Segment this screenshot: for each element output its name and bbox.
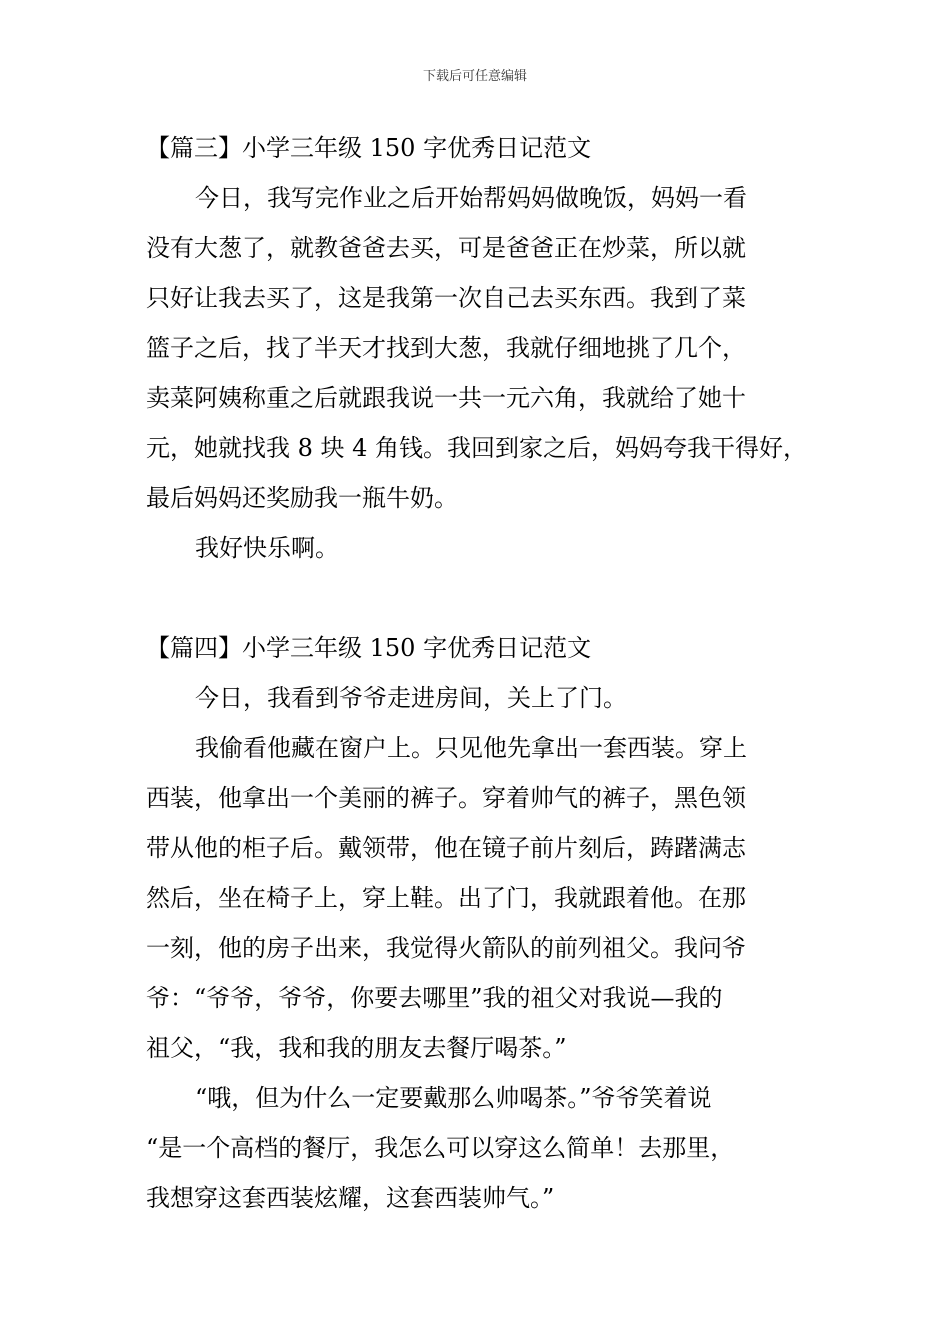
paragraph-line: 我想穿这套西装炫耀，这套西装帅气。” [146, 1184, 555, 1212]
paragraph-line: 西装，他拿出一个美丽的裤子。穿着帅气的裤子，黑色领 [146, 784, 746, 812]
paragraph-line: “是一个高档的餐厅，我怎么可以穿这么简单！去那里， [146, 1134, 735, 1162]
paragraph-line: 最后妈妈还奖励我一瓶牛奶。 [146, 484, 458, 512]
paragraph-line: 元，她就找我 8 块 4 角钱。我回到家之后，妈妈夸我干得好， [146, 434, 808, 462]
section-title-4: 【篇四】小学三年级 150 字优秀日记范文 [146, 634, 592, 662]
section-title-3: 【篇三】小学三年级 150 字优秀日记范文 [146, 134, 592, 162]
paragraph-line: 今日，我看到爷爷走进房间，关上了门。 [195, 684, 627, 712]
paragraph-line: 我好快乐啊。 [195, 534, 339, 562]
paragraph-line: 一刻，他的房子出来，我觉得火箭队的前列祖父。我问爷 [146, 934, 746, 962]
paragraph-line: 今日，我写完作业之后开始帮妈妈做晚饭，妈妈一看 [195, 184, 747, 212]
paragraph-line: 带从他的柜子后。戴领带，他在镜子前片刻后，踌躇满志 [146, 834, 746, 862]
paragraph-line: 我偷看他藏在窗户上。只见他先拿出一套西装。穿上 [195, 734, 747, 762]
paragraph-line: 祖父，“我，我和我的朋友去餐厅喝茶。” [146, 1034, 567, 1062]
paragraph-line: 篮子之后，找了半天才找到大葱，我就仔细地挑了几个， [146, 334, 746, 362]
paragraph-line: 然后，坐在椅子上，穿上鞋。出了门，我就跟着他。在那 [146, 884, 746, 912]
paragraph-line: 没有大葱了，就教爸爸去买，可是爸爸正在炒菜，所以就 [146, 234, 746, 262]
paragraph-line: 只好让我去买了，这是我第一次自己去买东西。我到了菜 [146, 284, 746, 312]
paragraph-line: “哦，但为什么一定要戴那么帅喝茶。”爷爷笑着说 [195, 1084, 712, 1112]
paragraph-line: 卖菜阿姨称重之后就跟我说一共一元六角，我就给了她十 [146, 384, 746, 412]
paragraph-line: 爷：“爷爷，爷爷，你要去哪里”我的祖父对我说—我的 [146, 984, 723, 1012]
page-header: 下载后可任意编辑 [422, 69, 527, 84]
